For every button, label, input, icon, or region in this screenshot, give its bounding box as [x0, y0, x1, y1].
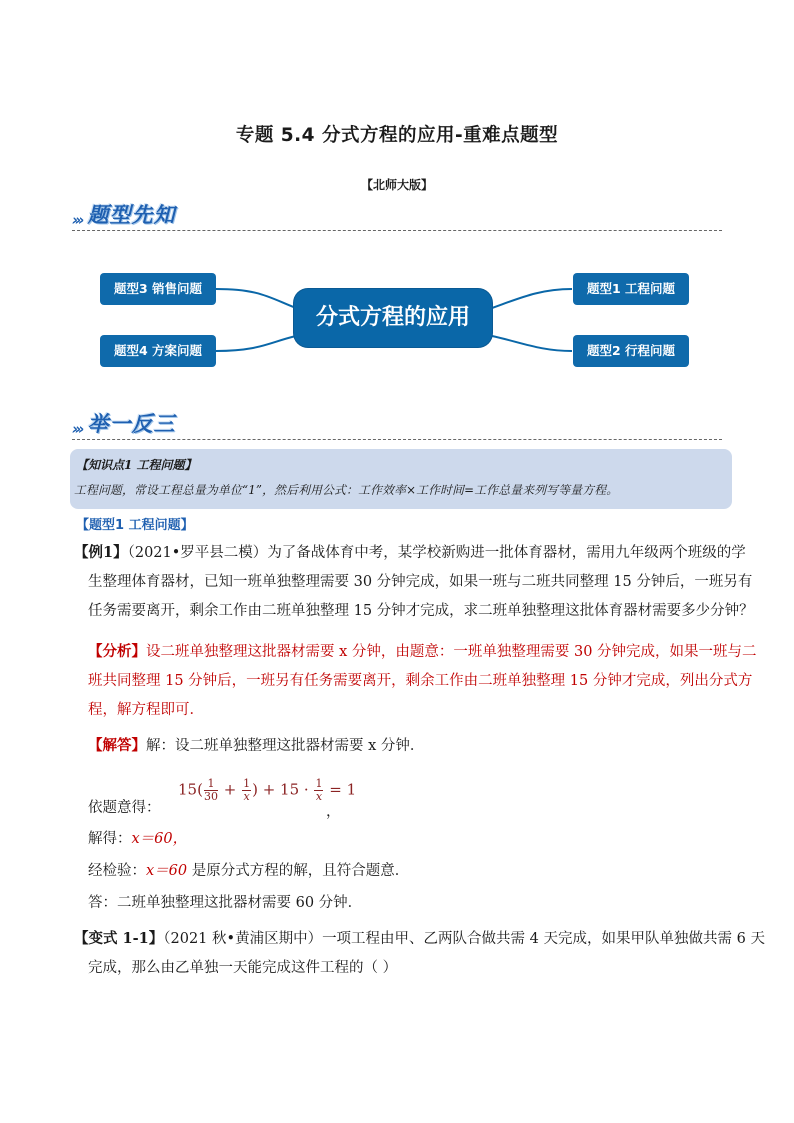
final-label: 答： — [88, 895, 117, 911]
fraction-denominator: x — [243, 790, 250, 803]
edition-label: 【北师大版】 — [360, 178, 433, 192]
equation-suffix: ， — [326, 804, 341, 820]
mindmap-node-engineering: 题型1 工程问题 — [573, 273, 689, 305]
example-source: （2021•罗平县二模） — [127, 545, 268, 561]
mindmap-node-sales: 题型3 销售问题 — [100, 273, 216, 305]
section-title: 举一反三 — [87, 412, 176, 436]
mindmap-node-travel: 题型2 行程问题 — [573, 335, 689, 367]
fraction — [204, 778, 218, 803]
check-value: x＝60 — [146, 863, 188, 879]
final-text: 二班单独整理这批器材需要 60 分钟． — [117, 895, 363, 911]
fraction-denominator: 30 — [203, 790, 218, 803]
divider — [72, 439, 722, 440]
question-type-heading: 【题型1 工程问题】 — [76, 518, 194, 533]
section-banner-practice — [72, 408, 176, 438]
fraction-numerator: 1 — [315, 777, 323, 790]
example-text: 任务需要离开，剩余工作由二班单独整理 15 分钟才完成，求二班单独整理这批体育器材需要多少分钟？ — [88, 603, 754, 619]
answer-intro — [88, 731, 424, 761]
solve-label: 解得： — [88, 831, 132, 847]
section-banner-preview — [72, 199, 176, 229]
analysis-block — [88, 637, 757, 725]
fraction-denominator: x — [315, 790, 323, 803]
check-label: 经检验： — [88, 863, 146, 879]
fraction — [242, 778, 251, 803]
equation-part: + — [223, 780, 237, 799]
fraction-numerator: 1 — [243, 777, 251, 790]
equation-part: ) + 15 · — [252, 780, 309, 799]
analysis-text: 程，解方程即可． — [88, 702, 204, 718]
example-label: 【例1】 — [74, 544, 128, 561]
knowledge-title: 【知识点1 工程问题】 — [76, 458, 197, 472]
section-title: 题型先知 — [87, 203, 176, 227]
final-answer — [88, 889, 362, 918]
variant-1-1 — [74, 924, 765, 983]
variant-label: 【变式 1-1】 — [74, 930, 164, 947]
equation-prefix: 依题意得： — [88, 800, 161, 816]
check-line — [88, 857, 409, 886]
page-title: 专题 5.4 分式方程的应用-重难点题型 — [235, 125, 559, 146]
equation-part: = 1 — [329, 780, 357, 799]
chevron-arrows-icon: ››› — [72, 211, 82, 229]
divider — [72, 230, 722, 231]
analysis-label: 【分析】 — [88, 643, 146, 660]
solve-line — [88, 825, 187, 854]
variant-text: 完成，那么由乙单独一天能完成这件工程的（ ） — [88, 960, 398, 976]
analysis-text: 班共同整理 15 分钟后，一班另有任务需要离开，剩余工作由二班单独整理 15 分钟才完成，列出分式方 — [88, 673, 753, 689]
example-text: 为了备战体育中考，某学校新购进一批体育器材，需用九年级两个班级的学 — [267, 545, 746, 561]
check-text: 是原分式方程的解，且符合题意． — [187, 863, 410, 879]
mindmap-center: 分式方程的应用 — [294, 289, 492, 347]
knowledge-body: 工程问题，常设工程总量为单位“1”，然后利用公式：工作效率×工作时间=工作总量来列写等量方程。 — [74, 483, 619, 497]
solve-value: x＝60， — [131, 831, 188, 847]
answer-text: 解：设二班单独整理这批器材需要 x 分钟． — [146, 738, 425, 754]
analysis-text: 设二班单独整理这批器材需要 x 分钟，由题意：一班单独整理需要 30 分钟完成，如果一班与二 — [146, 644, 757, 660]
example-1 — [74, 538, 754, 626]
example-text: 生整理体育器材，已知一班单独整理需要 30 分钟完成，如果一班与二班共同整理 15 分钟后，一班另有 — [88, 574, 753, 590]
equation-part: 15( — [178, 780, 203, 799]
fraction-numerator: 1 — [204, 778, 218, 791]
fraction — [314, 778, 323, 803]
answer-label: 【解答】 — [88, 737, 146, 754]
knowledge-box — [70, 449, 732, 509]
mindmap-node-plan: 题型4 方案问题 — [100, 335, 216, 367]
chevron-arrows-icon: ››› — [72, 420, 82, 438]
variant-text: （2021 秋•黄浦区期中）一项工程由甲、乙两队合做共需 4 天完成，如果甲队单独做共需 6 天 — [163, 931, 765, 947]
